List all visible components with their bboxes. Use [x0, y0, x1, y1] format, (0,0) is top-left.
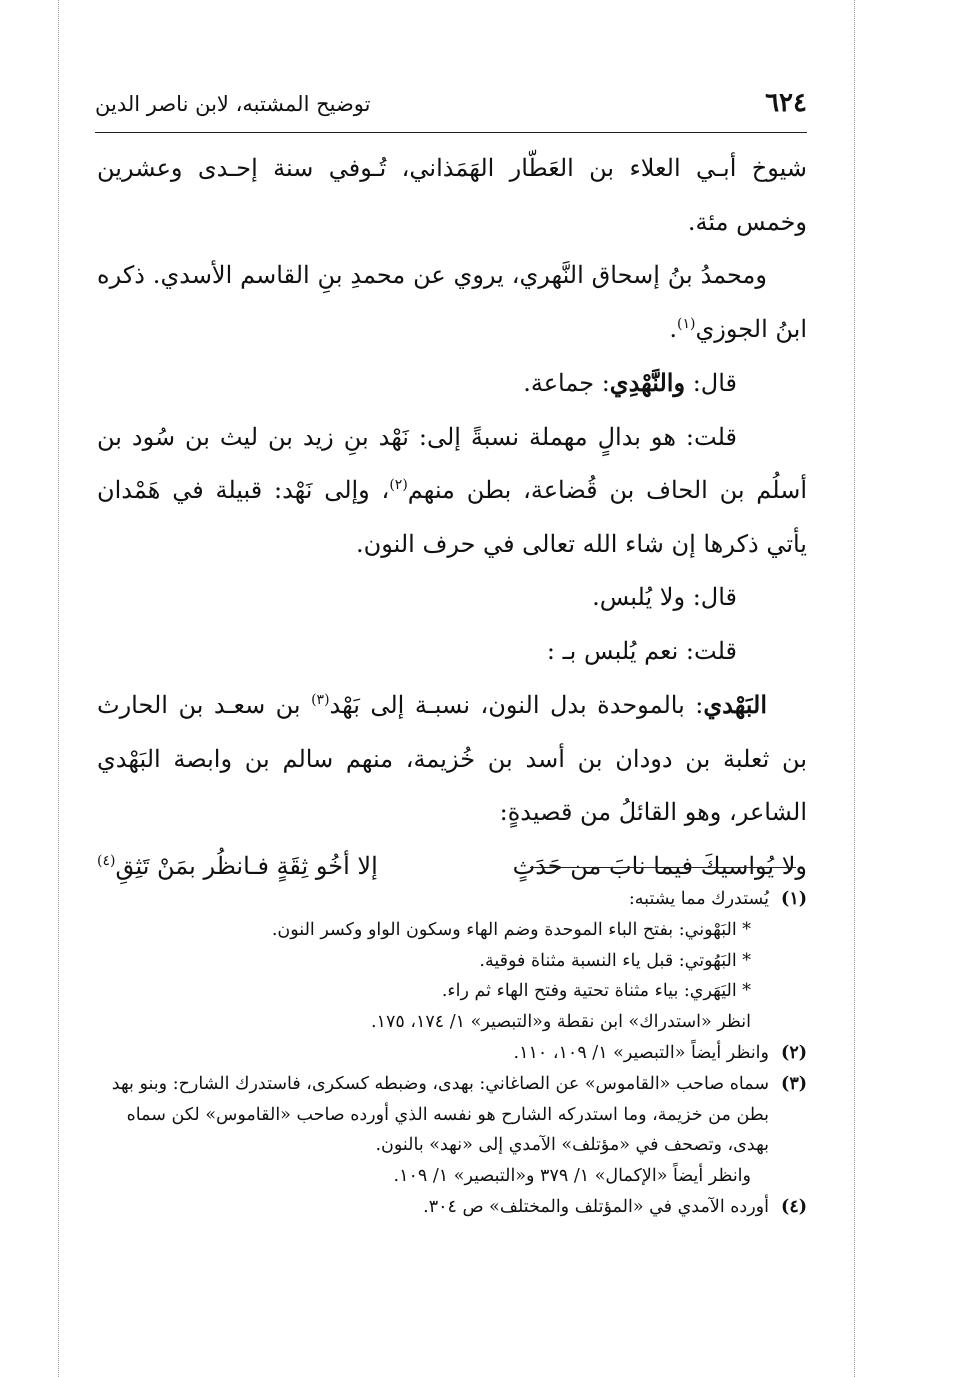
footnote-line: وانظر أيضاً «الإكمال» ١/ ٣٧٩ و«التبصير» ١/ ١٠٩.	[393, 1166, 751, 1187]
paragraph-4-text: قلت: هو بدالٍ مهملة نسبةً إلى: نَهْد بنِ زيد بن ليث بن سُود بن أسلُم بن الحاف بن قُضاعة، بطن منهم	[97, 422, 807, 504]
footnote-number: (١)	[781, 889, 807, 909]
page-header	[95, 88, 807, 133]
paragraph-5: قال: ولا يُلبس.	[592, 583, 737, 611]
paragraph-2	[97, 249, 807, 356]
footnote-line: أورده الآمدي في «المؤتلف والمختلف» ص ٣٠٤.	[423, 1196, 769, 1217]
footnote-line: انظر «استدراك» ابن نقطة و«التبصير» ١/ ١٧٤، ١٧٥.	[370, 1012, 751, 1033]
footnote-number: (٤)	[781, 1196, 807, 1217]
footnote-line: * البَهُوتي: قبل ياء النسبة مثناة فوقية.	[479, 950, 751, 971]
footnote-4	[97, 1192, 807, 1223]
footnote-ref-1[interactable]: (١)	[677, 315, 696, 332]
entry-bahdi: البَهْدي	[703, 690, 767, 719]
page-margin-line-right	[854, 0, 855, 1377]
footnote-body	[97, 1069, 769, 1192]
entry-nahdi: والنَّهْدِي	[609, 368, 686, 397]
paragraph-2-text: ومحمدُ بنُ إسحاق النَّهري، يروي عن محمدِ بنِ القاسم الأسدي. ذكره ابنُ الجوزي	[97, 261, 807, 343]
footnote-body	[97, 1038, 769, 1069]
paragraph-7-a: : بالموحدة بدل النون، نسبـة إلى بَهْد	[329, 691, 704, 719]
paragraph-3	[97, 356, 807, 411]
footnote-separator	[530, 867, 796, 868]
footnote-ref-3[interactable]: (٣)	[311, 692, 330, 708]
paragraph-4	[97, 411, 807, 572]
page-number: ٦٢٤	[765, 88, 807, 118]
footnote-line: * البَهْوني: بفتح الباء الموحدة وضم الهاء وسكون الواو وكسر النون.	[271, 919, 751, 940]
footnote-number: (٢)	[781, 1042, 807, 1063]
footnote-line: وانظر أيضاً «التبصير» ١/ ١٠٩، ١١٠.	[513, 1042, 769, 1063]
verse-second-hemistich-text: إلا أخُو ثِقَةٍ فـانظُر بمَنْ تَثِقِ	[115, 851, 378, 880]
paragraph-1: شيوخ أبـي العلاء بن العَطّار الهَمَذاني، تُـوفي سنة إحـدى وعشرين وخمس مئة.	[97, 154, 807, 236]
footnote-line: يُستدرك مما يشتبه:	[628, 889, 769, 909]
verse-first-hemistich: ولا يُواسيكَ فيما نابَ من حَدَثٍ	[512, 851, 807, 880]
footnote-body	[97, 1192, 769, 1223]
footnote-ref-4[interactable]: (٤)	[97, 852, 116, 869]
footnote-1	[97, 884, 807, 1038]
paragraph-3-lead: قال:	[685, 369, 737, 397]
paragraph-4-rest: ، وإلى نَهْد: قبيلة في هَمْدان يأتي ذكرها إن شاء الله تعالى في حرف النون.	[97, 476, 807, 558]
footnote-2	[97, 1038, 807, 1069]
footnote-body	[97, 884, 769, 1038]
paragraph-2-end: .	[669, 314, 678, 343]
footnote-number: (٣)	[781, 1073, 807, 1094]
running-title: توضيح المشتبه، لابن ناصر الدين	[95, 92, 371, 116]
paragraph-6: قلت: نعم يُلبس بـ :	[546, 636, 737, 665]
page-margin-line-left	[58, 0, 59, 1377]
footnote-line: * اليَهَري: بياء مثناة تحتية وفتح الهاء ثم راء.	[441, 981, 751, 1002]
footnote-ref-2[interactable]: (٢)	[389, 477, 408, 493]
footnote-line: سماه صاحب «القاموس» عن الصاغاني: بهدى، وضبطه كسكرى، فاستدرك الشارح: وبنو بهد بطن من خزيمة، وما استدركه الشارح هو نفسه الذي أورده صاحب «القاموس» لكن سماه بهدى، وتصحف في «مؤتلف» الآمدي إلى «نهد» بالنون.	[111, 1073, 769, 1156]
main-text	[97, 142, 807, 893]
footnotes	[97, 884, 807, 1223]
footnote-3	[97, 1069, 807, 1192]
paragraph-7-b: بن سعـد بن الحارث بن ثعلبة بن دودان بن أسد بن خُزيمة، منهم سالم بن وابصة البَهْدي الشاعر، وهو القائلُ من قصيدةٍ:	[97, 691, 807, 826]
paragraph-7	[97, 678, 807, 840]
paragraph-3-rest: : جماعة.	[523, 369, 610, 397]
